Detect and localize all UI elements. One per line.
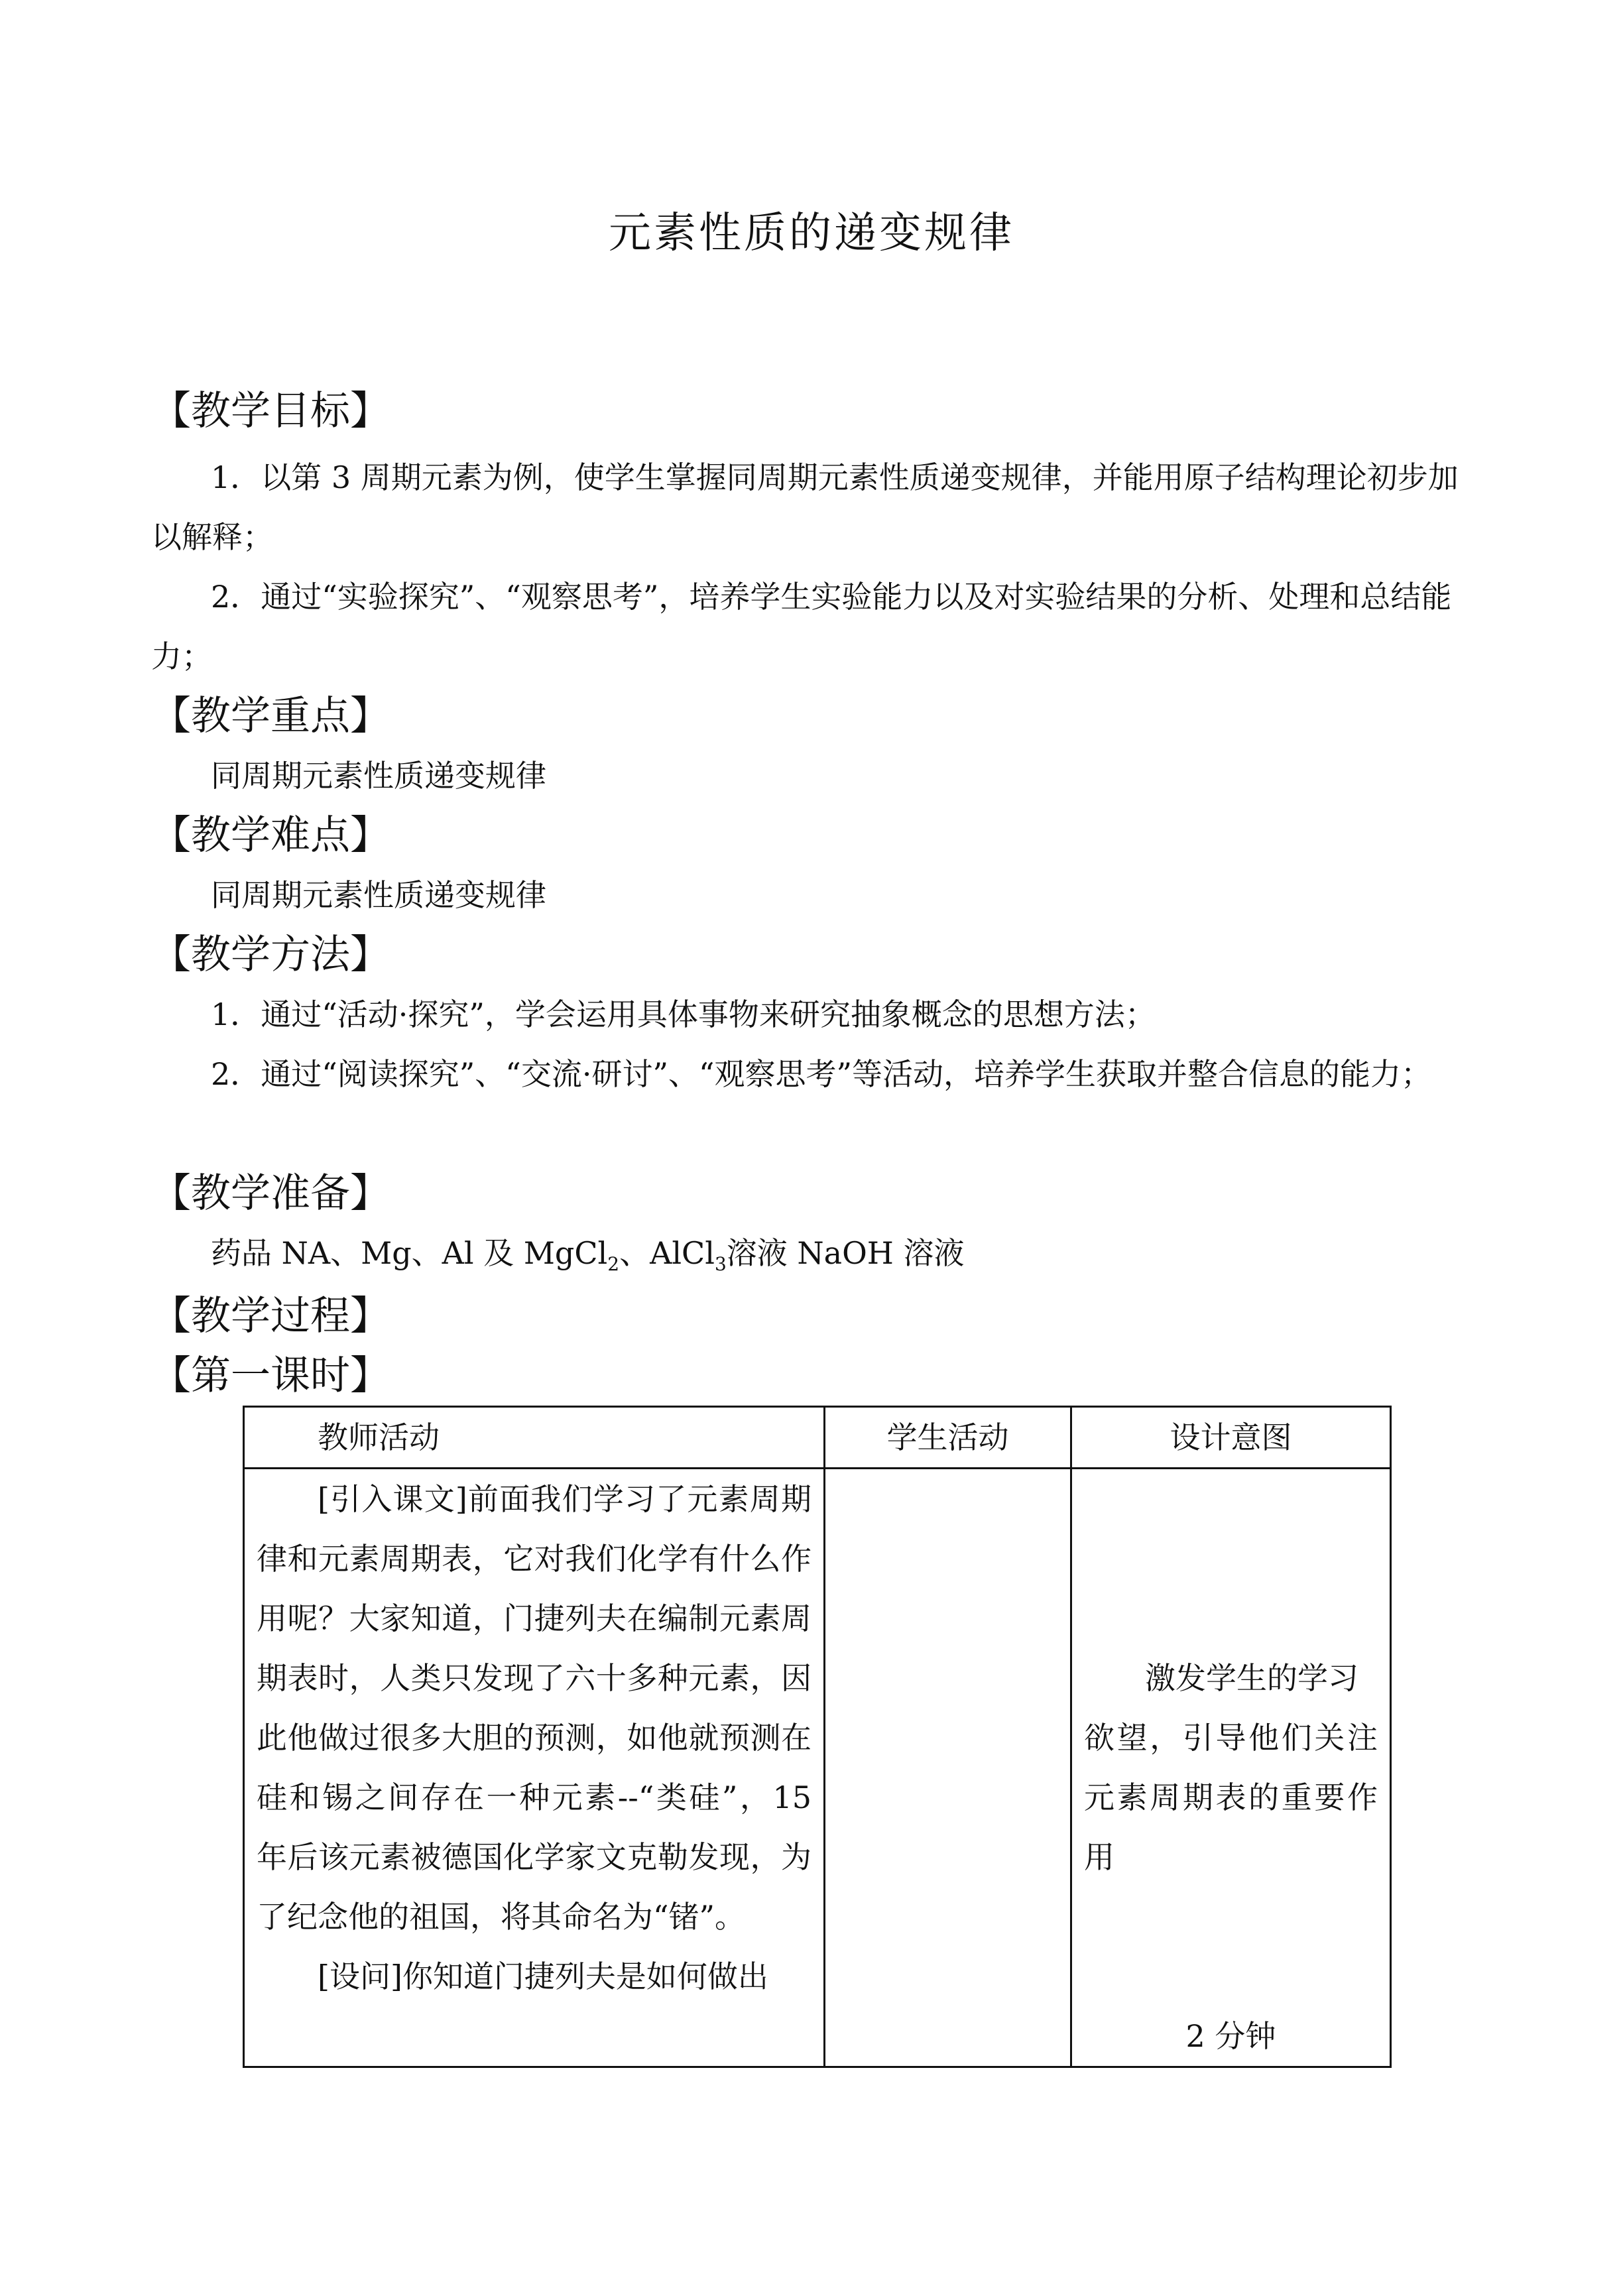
header-student-activity: 学生活动 (825, 1407, 1071, 1469)
lesson1-heading: 【第一课时】 (151, 1353, 390, 1399)
process-heading: 【教学过程】 (151, 1293, 390, 1339)
objective-item-2: 2．通过“实验探究”、“观察思考”，培养学生实验能力以及对实验结果的分析、处理和总结能力； (151, 579, 1452, 674)
preparation-heading: 【教学准备】 (151, 1170, 390, 1217)
header-teacher-activity: 教师活动 (244, 1407, 825, 1469)
document-title: 元素性质的递变规律 (609, 209, 1014, 258)
key-points-text: 同周期元素性质递变规律 (211, 758, 546, 794)
teacher-question-paragraph: [设问]你知道门捷列夫是如何做出 (318, 1959, 768, 1994)
key-points-heading: 【教学重点】 (151, 693, 390, 739)
method-item-2: 2．通过“阅读探究”、“交流·研讨”、“观察思考”等活动，培养学生获取并整合信息的能力； (211, 1056, 1431, 1092)
teacher-activity-cell (244, 1469, 825, 2067)
difficulties-text: 同周期元素性质递变规律 (211, 877, 546, 913)
teacher-intro-paragraph: [引入课文]前面我们学习了元素周期律和元素周期表，它对我们化学有什么作用呢？大家知道，门捷列夫在编制元素周期表时，人类只发现了六十多种元素，因此他做过很多大胆的预测，如他就预测在硅和锡之间存在一种元素--“类硅”，15 年后该元素被德国化学家文克勒发现，为了纪念他的祖国，将其命名为“锗”。 (257, 1481, 812, 1935)
student-activity-cell (825, 1469, 1071, 2067)
duration-label: 2 分钟 (1185, 2018, 1276, 2054)
table-row (244, 1469, 1391, 2067)
objective-item-1: 1．以第 3 周期元素为例，使学生掌握同周期元素性质递变规律，并能用原子结构理论初步加以解释； (151, 459, 1459, 555)
purpose-text-rest: 欲望，引导他们关注元素周期表的重要作用 (1084, 1720, 1378, 1875)
method-item-1: 1．通过“活动·探究”，学会运用具体事物来研究抽象概念的思想方法； (211, 997, 1156, 1032)
methods-heading: 【教学方法】 (151, 932, 390, 978)
difficulties-heading: 【教学难点】 (151, 812, 390, 859)
lesson-plan-table (243, 1406, 1392, 2068)
design-purpose-cell (1071, 1469, 1391, 2067)
purpose-text-first: 激发学生的学习 (1145, 1660, 1358, 1696)
table-header-row (244, 1407, 1391, 1469)
preparation-text: 药品 NA、Mg、Al 及 MgCl$_2$、AlCl$_3$溶液 NaOH 溶液 (211, 1235, 965, 1276)
objectives-heading: 【教学目标】 (151, 388, 390, 434)
header-design-purpose: 设计意图 (1071, 1407, 1391, 1469)
